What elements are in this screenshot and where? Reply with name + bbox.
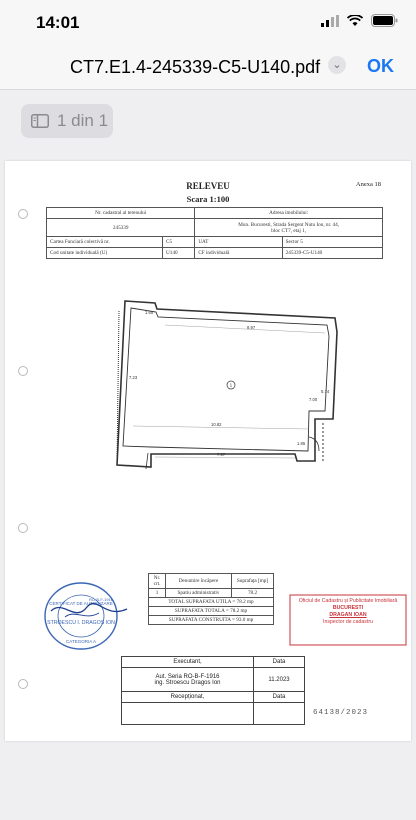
cf-label: CF individuală <box>195 248 282 259</box>
executant-details <box>122 668 254 692</box>
nr-cadastral-value: 245339 <box>47 219 195 237</box>
plan-room-number: 1 <box>229 382 233 388</box>
wifi-icon <box>347 15 363 27</box>
pdf-page <box>5 161 411 741</box>
summary-header: Nr. crt. <box>149 574 166 589</box>
summary-total-utila: TOTAL SUPRAFATA UTILA = 78.2 mp <box>149 598 274 607</box>
document-header <box>0 44 416 90</box>
signature-mark <box>65 613 99 617</box>
executant-date: 11.2023 <box>254 668 305 692</box>
page-indicator-label: 1 din 1 <box>57 111 109 130</box>
receptionat-signature <box>122 703 254 725</box>
cod-value: U140 <box>163 248 195 259</box>
document-title: RELEVEU <box>186 181 230 191</box>
receptionat-header: Recepționat, <box>122 692 254 703</box>
summary-header: Suprafața [mp] <box>232 574 274 589</box>
status-icons <box>321 14 398 27</box>
summary-cell: Spatiu administrativ <box>166 589 232 598</box>
summary-cell: 1 <box>149 589 166 598</box>
plan-dim-label: 1.65 <box>145 310 154 315</box>
summary-total: SUPRAFATA TOTALA = 78.2 mp <box>149 607 274 616</box>
status-time: 14:01 <box>36 13 80 32</box>
executant-line-2: ing. Stroescu Dragos Ion <box>154 679 221 686</box>
chevron-down-icon[interactable]: ⌄ <box>328 56 346 74</box>
document-number: 64138/2023 <box>313 709 369 717</box>
executant-header: Executant, <box>122 657 254 668</box>
uat-value: Sector 5 <box>282 237 382 248</box>
sidebar-icon <box>31 114 49 128</box>
adresa-label: Adresa imobilului: <box>195 208 383 219</box>
plan-inner-wall <box>123 308 329 451</box>
stamp-name-text: STROESCU I. DRAGOS ION <box>47 620 115 626</box>
cf-value: 245339-C5-U140 <box>282 248 382 259</box>
executant-line-1: Aut. Seria RO-B-F-1916 <box>155 673 220 680</box>
plan-dim-label: 5.74 <box>321 389 330 394</box>
summary-construita: SUPRAFATA CONSTRUITA = 93.0 mp <box>149 616 274 625</box>
plan-dim-label: 1.85 <box>297 441 306 446</box>
battery-icon <box>371 14 398 27</box>
plan-dim-line <box>155 457 295 458</box>
plan-dim-label: 7.23 <box>129 375 138 380</box>
plan-dim-label: 7.97 <box>217 452 226 457</box>
ok-button[interactable]: OK <box>367 56 394 76</box>
document-anexa: Anexa 18 <box>355 181 381 188</box>
data-header: Data <box>254 657 305 668</box>
plan-door-arc <box>309 437 319 451</box>
uat-label: UAT <box>195 237 282 248</box>
nr-cadastral-label: Nr. cadastral al terenului <box>47 208 195 219</box>
plan-dim-label: 10.82 <box>211 422 222 427</box>
adresa-line-1: Mun. Bucuresti, Strada Sergent Nutu Ion, nr. 44, <box>238 221 340 228</box>
punch-hole <box>18 679 28 689</box>
status-bar <box>0 0 416 44</box>
punch-hole <box>18 523 28 533</box>
cod-label: Cod unitate individuală (U) <box>47 248 163 259</box>
carte-label: Cartea Funciară colectivă nr. <box>47 237 163 248</box>
plan-dim-line <box>165 325 325 333</box>
stamp-certificat-text: CERTIFICAT DE AUTORIZARE <box>49 601 113 606</box>
stamp-serial-text: RO-B-F-1916 <box>88 597 114 602</box>
carte-value: C5 <box>163 237 195 248</box>
plan-dim-label: 8.97 <box>247 325 256 330</box>
document-filename: CT7.E1.4-245339-C5-U140.pdf <box>70 57 321 77</box>
ocpi-stamp-line-4: Inspector de cadastru <box>323 619 373 625</box>
document-scale: Scara 1:100 <box>186 194 230 204</box>
ocpi-stamp-line-2: BUCURESTI <box>332 605 364 611</box>
summary-cell: 78.2 <box>232 589 274 598</box>
floor-plan <box>5 161 411 501</box>
page-indicator[interactable] <box>21 104 113 138</box>
summary-header: Denumire încăpere <box>166 574 232 589</box>
stamp-category-text: CATEGORIA A <box>66 639 96 644</box>
plan-dim-label: 7.00 <box>309 397 318 402</box>
executant-table <box>121 656 305 725</box>
cellular-signal-icon <box>321 15 339 27</box>
ocpi-stamp-line-3: DRAGAN IOAN <box>329 612 367 618</box>
surface-summary-table <box>148 573 274 625</box>
receptionat-date <box>254 703 305 725</box>
receptionat-data-header: Data <box>254 692 305 703</box>
adresa-line-2: bloc CT7, etaj 1, <box>271 227 307 234</box>
ocpi-stamp <box>289 594 407 646</box>
certification-stamp <box>41 579 137 653</box>
ocpi-stamp-line-1: Oficiul de Cadastru și Publicitate Imobiliară <box>298 598 398 604</box>
